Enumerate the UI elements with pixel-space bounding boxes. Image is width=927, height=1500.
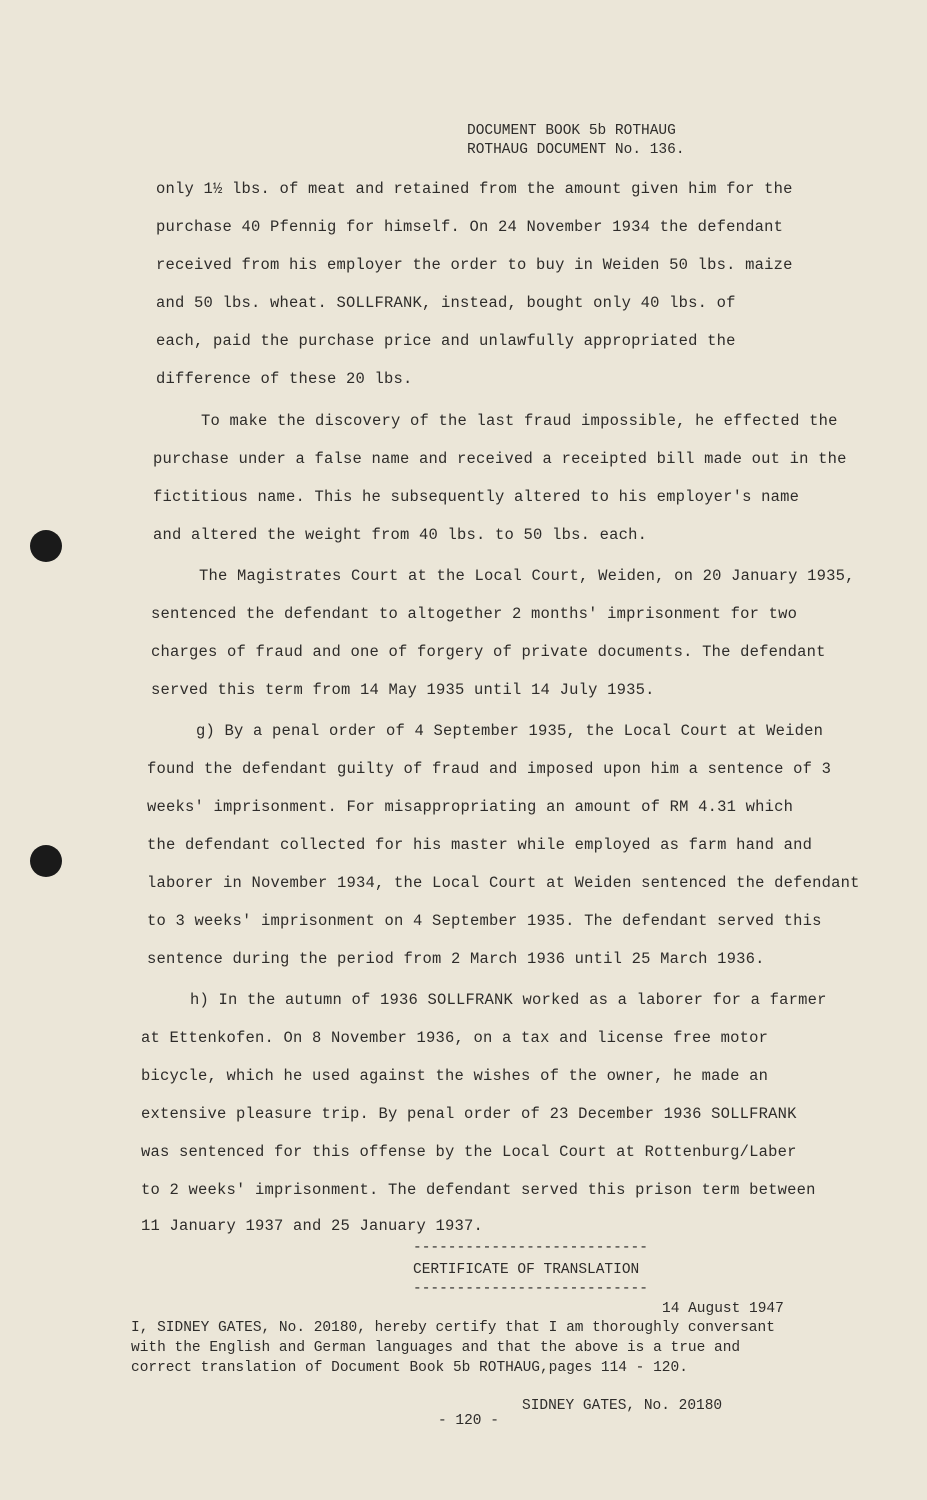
body-line: only 1½ lbs. of meat and retained from the amount given him for the [156,180,793,198]
body-line: bicycle, which he used against the wishes of the owner, he made an [141,1067,769,1085]
document-header [467,122,685,160]
certificate-line: with the English and German languages and that the above is a true and [131,1340,741,1356]
body-line: found the defendant guilty of fraud and imposed upon him a sentence of 3 [147,760,832,778]
body-line: at Ettenkofen. On 8 November 1936, on a tax and license free motor [141,1029,769,1047]
body-line: g) By a penal order of 4 September 1935, the Local Court at Weiden [196,722,824,740]
translator-signature: SIDNEY GATES, No. 20180 [522,1398,723,1414]
body-line: charges of fraud and one of forgery of private documents. The defendant [151,643,826,661]
body-line: and 50 lbs. wheat. SOLLFRANK, instead, bought only 40 lbs. of [156,294,736,312]
certificate-date: 14 August 1947 [662,1301,784,1317]
body-line: weeks' imprisonment. For misappropriating an amount of RM 4.31 which [147,798,794,816]
punch-hole-upper [30,530,62,562]
body-line: was sentenced for this offense by the Local Court at Rottenburg/Laber [141,1143,797,1161]
body-line: The Magistrates Court at the Local Court, Weiden, on 20 January 1935, [199,567,855,585]
body-line: sentence during the period from 2 March 1936 until 25 March 1936. [147,950,765,968]
certificate-line: I, SIDNEY GATES, No. 20180, hereby certify that I am thoroughly conversant [131,1320,775,1336]
certificate-title: CERTIFICATE OF TRANSLATION [413,1262,640,1278]
body-line: to 3 weeks' imprisonment on 4 September 1935. The defendant served this [147,912,822,930]
header-line-1: DOCUMENT BOOK 5b ROTHAUG [467,123,676,139]
page-number: - 120 - [438,1413,499,1429]
body-line: extensive pleasure trip. By penal order of 23 December 1936 SOLLFRANK [141,1105,797,1123]
body-line: laborer in November 1934, the Local Court at Weiden sentenced the defendant [147,874,860,892]
certificate-rule-bottom: --------------------------- [413,1281,648,1297]
body-line: served this term from 14 May 1935 until 14 July 1935. [151,681,655,699]
body-line: fictitious name. This he subsequently altered to his employer's name [153,488,800,506]
body-line: received from his employer the order to buy in Weiden 50 lbs. maize [156,256,793,274]
body-line: each, paid the purchase price and unlawfully appropriated the [156,332,736,350]
body-line: the defendant collected for his master while employed as farm hand and [147,836,813,854]
header-line-2: ROTHAUG DOCUMENT No. 136. [467,142,685,158]
punch-hole-lower [30,845,62,877]
body-line: sentenced the defendant to altogether 2 months' imprisonment for two [151,605,798,623]
body-line: purchase under a false name and received a receipted bill made out in the [153,450,847,468]
body-line: to 2 weeks' imprisonment. The defendant served this prison term between [141,1181,816,1199]
body-line: h) In the autumn of 1936 SOLLFRANK worked as a laborer for a farmer [190,991,827,1009]
body-line: 11 January 1937 and 25 January 1937. [141,1217,484,1235]
body-line: To make the discovery of the last fraud impossible, he effected the [201,412,838,430]
body-line: and altered the weight from 40 lbs. to 50 lbs. each. [153,526,648,544]
certificate-rule-top: --------------------------- [413,1240,648,1256]
body-line: difference of these 20 lbs. [156,370,413,388]
body-line: purchase 40 Pfennig for himself. On 24 November 1934 the defendant [156,218,784,236]
certificate-line: correct translation of Document Book 5b ROTHAUG,pages 114 - 120. [131,1360,688,1376]
